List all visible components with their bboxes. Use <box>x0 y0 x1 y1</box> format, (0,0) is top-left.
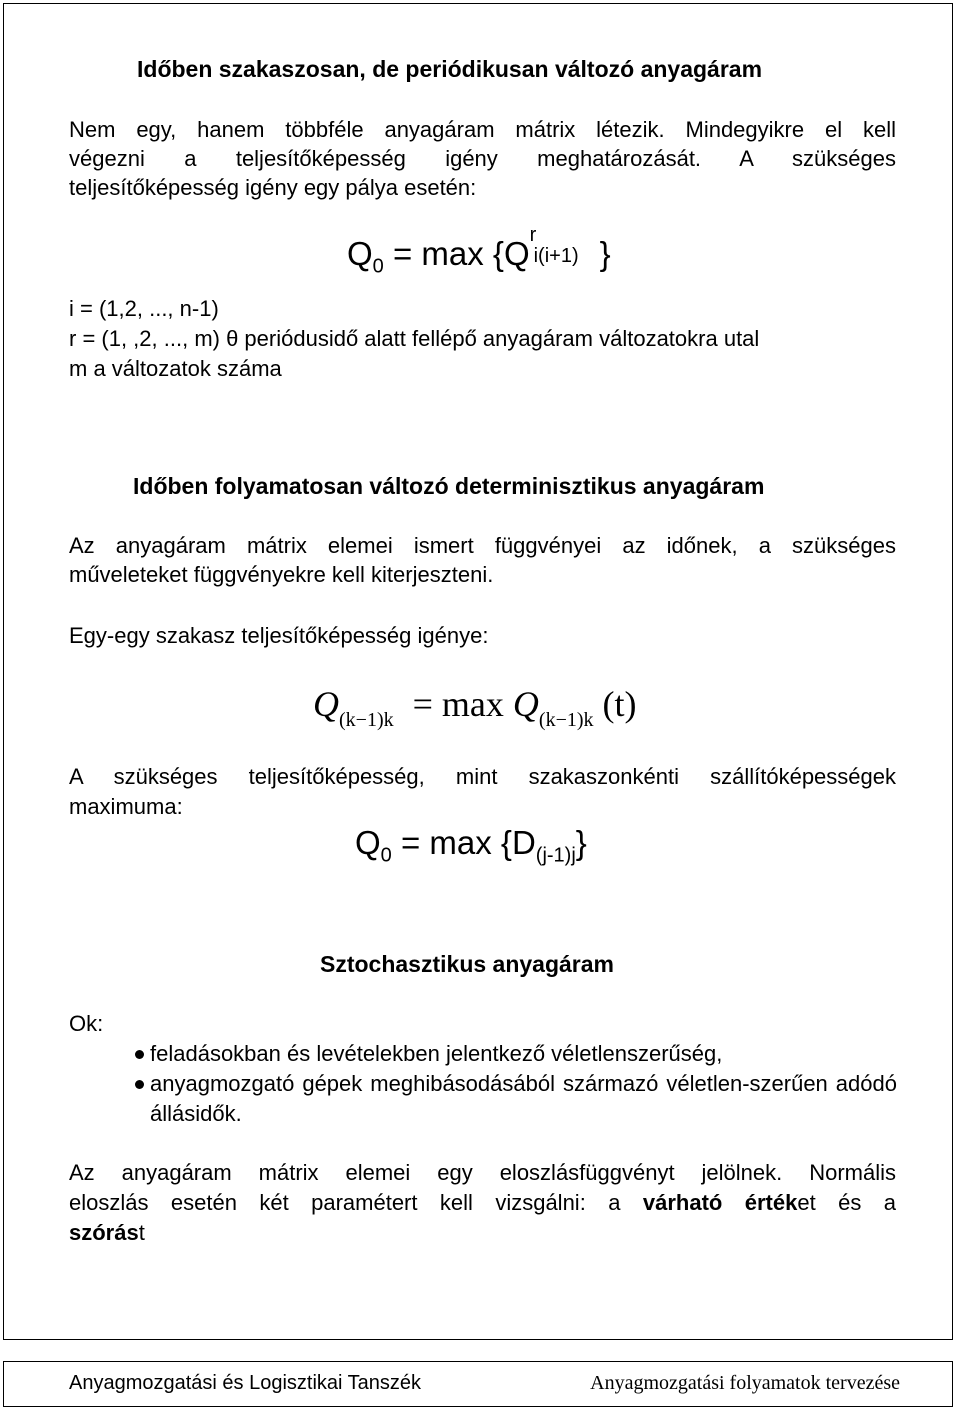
para-text: eloszlás esetén két paramétert kell vizsgálni: a <box>69 1190 643 1215</box>
bullet-icon <box>135 1080 144 1089</box>
para-text: t <box>138 1220 145 1245</box>
bold-term: várható <box>642 1190 723 1215</box>
formula-sub: (k−1)k <box>538 709 594 731</box>
list-item <box>135 1039 897 1069</box>
definition-i: i = (1,2, ..., n-1) <box>69 296 219 321</box>
causes-label: Ok: <box>69 1011 104 1036</box>
formula-q-max-qt <box>313 683 637 731</box>
formula-q: Q <box>355 824 381 861</box>
footer-course-title: Anyagmozgatási folyamatok tervezése <box>590 1372 900 1394</box>
para-line: végezni a teljesítőképesség igény meghatározását. A szükséges <box>69 146 896 171</box>
para-line: teljesítőképesség igény egy pálya esetén: <box>69 175 477 200</box>
formula-q0-max-d <box>355 823 587 876</box>
formula-text: = max {Q <box>383 235 530 272</box>
heading-stochastic: Sztochasztikus anyagáram <box>320 951 615 977</box>
formula-q: Q <box>347 235 373 272</box>
formula-sub: (j-1)j <box>535 844 576 867</box>
formula-brace: } <box>575 824 587 861</box>
formula-sub: 0 <box>380 844 392 867</box>
list-item <box>135 1069 897 1129</box>
para-line: maximuma: <box>69 794 183 819</box>
formula-brace: } <box>599 235 611 272</box>
bold-term: érték <box>722 1190 798 1215</box>
causes-list <box>135 1039 897 1129</box>
formula-sub: i(i+1) <box>533 245 579 267</box>
para-line: Az anyagáram mátrix elemei ismert függvényei az időnek, a szükséges <box>69 533 896 558</box>
para-line: A szükséges teljesítőképesség, mint szakaszonkénti szállítóképességek <box>69 764 896 789</box>
bold-term: szórás <box>69 1220 139 1245</box>
para-line: Az anyagáram mátrix elemei egy eloszlásfüggvényt jelölnek. Normális <box>69 1160 896 1185</box>
footer-department: Anyagmozgatási és Logisztikai Tanszék <box>69 1372 422 1394</box>
list-item-text: feladásokban és levételekben jelentkező véletlenszerűség, <box>150 1041 723 1066</box>
para-line <box>69 1218 145 1248</box>
para-line <box>69 1188 896 1218</box>
heading-continuous: Időben folyamatosan változó determinisztikus anyagáram <box>133 473 765 499</box>
formula-sup: r <box>529 224 537 246</box>
formula-arg: (t) <box>602 684 637 724</box>
para-line: Nem egy, hanem többféle anyagáram mátrix létezik. Mindegyikre el kell <box>69 117 896 142</box>
definition-r: r = (1, ,2, ..., m) θ periódusidő alatt fellépő anyagáram változatokra utal <box>69 326 760 351</box>
formula-sub: (k−1)k <box>339 709 394 731</box>
formula-q: Q <box>512 684 539 724</box>
definition-m: m a változatok száma <box>69 356 282 381</box>
page-frame <box>3 3 953 1340</box>
list-item-text: anyagmozgató gépek meghibásodásából származó véletlen-szerűen adódó állásidők. <box>150 1071 897 1126</box>
formula-q0-max-qr <box>347 224 611 287</box>
formula-text: = max <box>412 684 504 724</box>
bullet-icon <box>135 1050 144 1059</box>
intro-text: Egy-egy szakasz teljesítőképesség igénye: <box>69 623 489 648</box>
formula-text: = max {D <box>391 824 536 861</box>
formula-q: Q <box>313 684 339 724</box>
para-text: et és a <box>797 1190 896 1215</box>
formula-sub: 0 <box>372 255 384 278</box>
heading-periodic: Időben szakaszosan, de periódikusan változó anyagáram <box>137 56 763 82</box>
para-line: műveleteket függvényekre kell kiterjeszteni. <box>69 562 494 587</box>
